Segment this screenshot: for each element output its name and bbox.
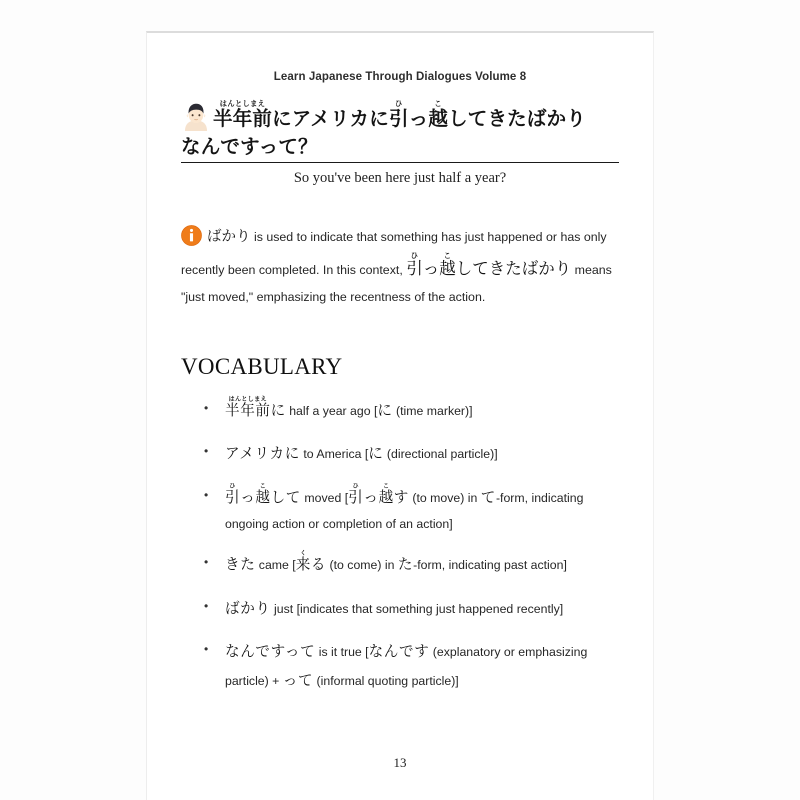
vocab-gloss-2: (to come) in (326, 558, 398, 573)
vocab-term: ばかり (225, 599, 271, 617)
title-text-tail: してきたばかり (448, 107, 586, 130)
note-kanji-hiku: 引ひ (406, 251, 423, 279)
vocab-bracket-jp: に (368, 445, 384, 463)
vocab-bracket-kanji-kosu: 越こ (378, 482, 394, 506)
vocab-bracket-jp (348, 482, 409, 506)
vocabulary-list (181, 396, 619, 695)
vocab-bracket-jp: なんです (368, 642, 430, 660)
dialogue-title-line-2: なんですって？ (181, 134, 318, 158)
vocab-form-marker: た (397, 556, 414, 574)
dialogue-subtitle-translation: So you've been here just half a year? (293, 170, 507, 187)
vocab-term (225, 482, 301, 506)
title-text-tsu: っ (408, 107, 429, 130)
vocab-gloss-3: -form, indicating past action] (413, 558, 567, 573)
list-item (225, 550, 619, 579)
running-head: Learn Japanese Through Dialogues Volume 8 (273, 71, 527, 83)
note-kanji-kosu: 越こ (439, 251, 456, 279)
vocab-kanji-kuru: 来く (295, 550, 311, 574)
vocab-gloss-2: (explanatory or emphasizing particle) + (225, 644, 588, 688)
vocab-gloss-3: (informal quoting particle)] (313, 673, 459, 688)
vocab-gloss: is it true [ (315, 644, 369, 659)
vocab-form-marker: て (480, 488, 496, 506)
vocab-term-tail: に (270, 402, 286, 420)
vocabulary-heading: VOCABULARY (181, 354, 343, 380)
vocab-bracket-kanji-hiku: 引ひ (348, 482, 364, 506)
vocab-kanji-hiku: • 引ひ (225, 482, 241, 506)
vocab-kanji-hantoshimae: • 半年前はんとしまえ (225, 396, 271, 420)
vocab-bracket-jp: に (377, 402, 393, 420)
vocab-bracket-suffix: す (393, 488, 409, 506)
vocab-bracket-tsu: っ (363, 488, 379, 506)
page-number: 13 (393, 755, 407, 770)
title-kanji-kosu: 越こ (428, 99, 449, 130)
title-kanji-hantoshimae: 半年前はんとしまえ (213, 99, 273, 130)
vocab-gloss: came [ (255, 558, 296, 573)
vocab-kanji-kosu: 越こ (255, 482, 271, 506)
vocab-bracket-tail: (time marker)] (392, 404, 473, 419)
grammar-note (181, 223, 619, 310)
note-japanese-term: ばかり (207, 229, 251, 246)
vocab-kuru-suffix: る (310, 556, 327, 574)
title-kanji-hiku: 引ひ (388, 99, 409, 130)
vocab-bracket-jp (295, 550, 327, 574)
vocab-gloss-2: (to move) in (408, 490, 481, 505)
vocab-gloss-3: -form, indicating ongoing action or completion of an action] (225, 490, 584, 531)
vocab-bracket-tail: (directional particle)] (383, 447, 498, 462)
vocab-term: アメリカに (225, 445, 300, 463)
vocab-term-tail: して (270, 488, 301, 506)
vocab-term: なんですって (225, 642, 316, 660)
list-item (225, 439, 619, 468)
person-avatar-icon (181, 102, 211, 132)
vocab-gloss: to America [ (299, 447, 369, 462)
document-page (146, 31, 654, 800)
vocab-term: きた (225, 556, 256, 574)
dialogue-title-line-1 (181, 99, 619, 133)
list-item (225, 594, 619, 623)
note-tsu: っ (422, 259, 440, 279)
vocab-gloss: half a year ago [ (285, 404, 378, 419)
vocab-gloss: moved [ (301, 490, 349, 505)
note-text-part-1: is used to indicate that something has just happened or has only recently been completed. In this context, (181, 230, 607, 278)
vocab-gloss: just [indicates that something just happened recently] (270, 601, 564, 616)
list-item (225, 396, 619, 425)
vocab-quoting-particle: って (282, 671, 314, 689)
list-item (225, 483, 619, 537)
note-phrase-tail: してきたばかり (455, 259, 572, 279)
note-japanese-phrase (406, 251, 572, 279)
list-item (225, 637, 619, 695)
note-text-part-2: means "just moved," emphasizing the recentness of the action. (181, 263, 612, 305)
info-icon (181, 225, 202, 246)
dialogue-title-block (181, 99, 619, 163)
title-text-segment: にアメリカに (272, 107, 389, 130)
vocab-tsu: っ (240, 488, 256, 506)
vocab-term (225, 396, 286, 420)
